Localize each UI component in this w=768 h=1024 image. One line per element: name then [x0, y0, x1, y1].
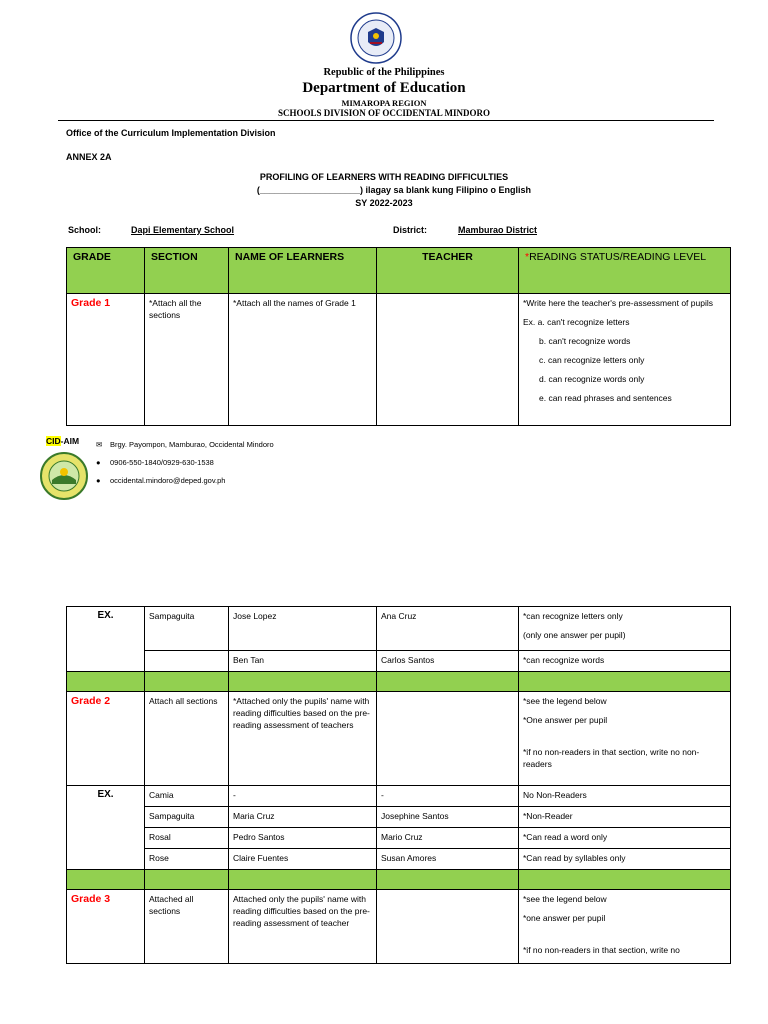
deped-seal-icon — [350, 12, 402, 64]
contact-address: ✉ Brgy. Payompon, Mamburao, Occidental Mindoro — [96, 440, 274, 449]
section-cell: Rosal — [145, 828, 229, 849]
col-grade: GRADE — [67, 248, 145, 294]
division-logo-icon — [40, 452, 88, 500]
status-cell: *Non-Reader — [519, 807, 731, 828]
department-heading: Department of Education — [302, 80, 466, 96]
status-line: e. can read phrases and sentences — [539, 393, 672, 403]
document-title: PROFILING OF LEARNERS WITH READING DIFFICULTIES — [259, 172, 509, 182]
col-section: SECTION — [145, 248, 229, 294]
learners-cell: - — [229, 786, 377, 807]
section-cell: *Attach all the sections — [145, 294, 229, 426]
learners-cell: Maria Cruz — [229, 807, 377, 828]
green-separator-row — [67, 870, 731, 890]
table-row — [67, 807, 731, 828]
teacher-cell: Susan Amores — [377, 849, 519, 870]
profiling-table-page2 — [66, 606, 731, 964]
learners-cell: *Attached only the pupils' name with reading difficulties based on the pre- reading assessment of teachers — [229, 692, 377, 786]
teacher-cell: Ana Cruz — [377, 607, 519, 651]
table-row — [67, 651, 731, 672]
section-cell: Sampaguita — [145, 607, 229, 651]
teacher-cell: Josephine Santos — [377, 807, 519, 828]
cid-aim-logo: CID-AIM — [46, 436, 80, 446]
example-label: EX. — [67, 607, 145, 672]
status-line: b. can't recognize words — [539, 336, 631, 346]
status-cell: *Can read a word only — [519, 828, 731, 849]
district-value: Mamburao District — [458, 225, 538, 235]
bullet-icon: ● — [96, 458, 101, 467]
status-line: Ex. a. can't recognize letters — [523, 317, 630, 327]
status-cell — [519, 294, 731, 426]
section-cell: Sampaguita — [145, 807, 229, 828]
green-separator-row — [67, 672, 731, 692]
school-label: School: — [68, 225, 101, 235]
grade-label: Grade 1 — [67, 294, 145, 426]
section-cell: Attached all sections — [145, 890, 229, 964]
teacher-cell — [377, 294, 519, 426]
school-year: SY 2022-2023 — [355, 198, 413, 208]
table-row — [67, 294, 731, 426]
teacher-cell: Mario Cruz — [377, 828, 519, 849]
grade-label: Grade 3 — [67, 890, 145, 964]
status-line: *Write here the teacher's pre-assessment of pupils — [523, 298, 713, 308]
table-row — [67, 849, 731, 870]
section-cell: Rose — [145, 849, 229, 870]
republic-heading: Republic of the Philippines — [323, 67, 445, 78]
district-label: District: — [393, 225, 428, 235]
status-line: c. can recognize letters only — [539, 355, 645, 365]
teacher-cell: - — [377, 786, 519, 807]
col-learners: NAME OF LEARNERS — [229, 248, 377, 294]
section-cell — [145, 651, 229, 672]
teacher-cell — [377, 890, 519, 964]
section-cell: Camia — [145, 786, 229, 807]
table-row — [67, 890, 731, 964]
teacher-cell — [377, 692, 519, 786]
status-cell: *can recognize words — [519, 651, 731, 672]
col-teacher: TEACHER — [377, 248, 519, 294]
learners-cell: Pedro Santos — [229, 828, 377, 849]
grade-label: Grade 2 — [67, 692, 145, 786]
status-cell: *see the legend below *One answer per pupil *if no non-readers in that section, write no non-readers — [519, 692, 731, 786]
status-cell: *Can read by syllables only — [519, 849, 731, 870]
table-row — [67, 692, 731, 786]
status-line: d. can recognize words only — [539, 374, 645, 384]
contact-phone: ● 0906-550-1840/0929-630-1538 — [96, 458, 214, 467]
annex-label: ANNEX 2A — [66, 152, 112, 162]
status-cell: *see the legend below *one answer per pupil *if no non-readers in that section, write no — [519, 890, 731, 964]
status-cell: No Non-Readers — [519, 786, 731, 807]
learners-cell: Jose Lopez — [229, 607, 377, 651]
status-cell: *can recognize letters only (only one answer per pupil) — [519, 607, 731, 651]
table-row — [67, 786, 731, 807]
teacher-cell: Carlos Santos — [377, 651, 519, 672]
region-heading: MIMAROPA REGION — [341, 98, 427, 108]
table-row — [67, 607, 731, 651]
col-status: *READING STATUS/READING LEVEL — [519, 248, 731, 294]
learners-cell: Ben Tan — [229, 651, 377, 672]
document-subtitle: (____________________) ilagay sa blank kung Filipino o English — [256, 185, 532, 195]
example-label: EX. — [67, 786, 145, 870]
header-divider — [58, 120, 714, 121]
bullet-icon: ● — [96, 476, 101, 485]
profiling-table-page1 — [66, 247, 731, 426]
section-cell: Attach all sections — [145, 692, 229, 786]
learners-cell: Attached only the pupils' name with reading difficulties based on the pre-reading assessment of teacher — [229, 890, 377, 964]
learners-cell: *Attach all the names of Grade 1 — [229, 294, 377, 426]
office-label: Office of the Curriculum Implementation Division — [66, 128, 276, 138]
table-header-row — [67, 248, 731, 294]
division-heading: SCHOOLS DIVISION OF OCCIDENTAL MINDORO — [277, 108, 491, 118]
table-row — [67, 828, 731, 849]
learners-cell: Claire Fuentes — [229, 849, 377, 870]
mail-icon: ✉ — [96, 440, 103, 449]
school-value: Dapi Elementary School — [131, 225, 235, 235]
contact-email: ● occidental.mindoro@deped.gov.ph — [96, 476, 226, 485]
